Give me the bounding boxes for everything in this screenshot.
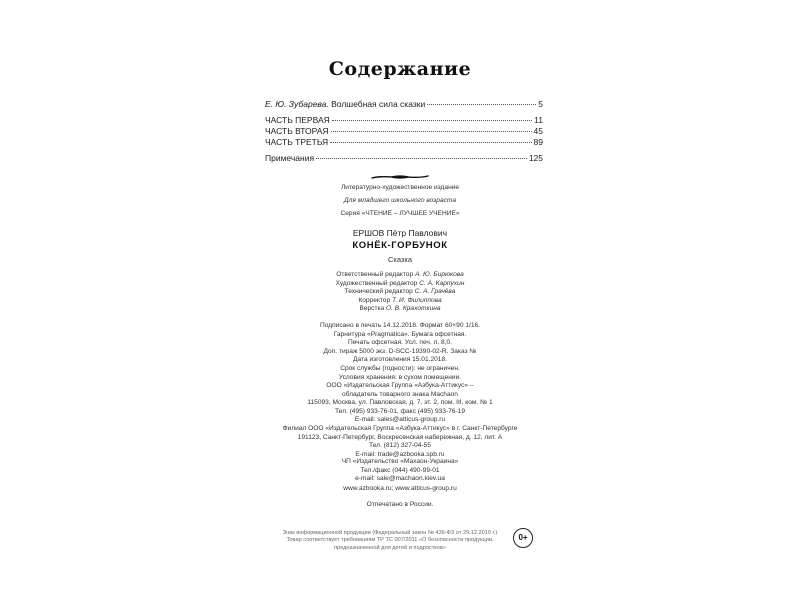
publisher-line: обладатель товарного знака Machaon: [342, 390, 458, 398]
age-rating-badge: 0+: [513, 528, 533, 548]
info-product-notice: [240, 530, 540, 552]
print-info-line: Гарнитура «Pragmatica». Бумага офсетная.: [333, 330, 467, 338]
ukraine-office-info: [200, 458, 600, 484]
branch-line: Тел. (812) 327-04-55: [369, 442, 431, 450]
toc-leader-dots: [330, 132, 531, 143]
book-author: ЕРШОВ Пётр Павлович: [352, 228, 448, 238]
edition-info: [200, 184, 600, 219]
publisher-line: Тел. (495) 933-76-01, факс (495) 933-76-19: [334, 407, 466, 415]
print-info: [200, 322, 600, 382]
ukraine-office-line: Тел./факс (044) 490-99-01: [360, 466, 440, 474]
book-genre: Сказка: [387, 255, 412, 264]
edition-series: Серия «ЧТЕНИЕ – ЛУЧШЕЕ УЧЕНИЕ»: [340, 210, 460, 218]
table-of-contents: [265, 96, 543, 161]
toc-leader-dots: [331, 121, 532, 132]
editors-list: [200, 271, 600, 314]
footer-line: предназначенной для детей и подростков»: [334, 544, 446, 551]
publisher-email: E-mail: sales@atticus-group.ru: [354, 416, 446, 424]
edition-audience: Для младшего школьного возраста: [343, 196, 457, 204]
editor-credit: Художественный редактор С. А. Карпухин: [335, 279, 465, 287]
footer-line: Знак информационной продукции (Федеральный закон № 436-ФЗ от 29.12.2010 г.): [282, 530, 498, 536]
toc-entry-label: Е. Ю. Зубарева. Волшебная сила сказки: [265, 99, 426, 109]
print-info-line: Доп. тираж 5000 экз. D-SCC-19390-02-R. Заказ №: [323, 347, 477, 355]
branch-line: Филиал ООО «Издательская Группа «Азбука-Аттикус» в г. Санкт-Петербурге: [282, 425, 518, 432]
print-info-line: Дата изготовления 15.01.2018.: [353, 356, 447, 364]
toc-entry-page: 11: [534, 115, 543, 125]
editor-credit: Технический редактор С. А. Грачёва: [344, 288, 456, 296]
toc-entry-label: ЧАСТЬ ТРЕТЬЯ: [265, 137, 329, 147]
ukraine-office-email: e-mail: sale@machaon.kiev.ua: [355, 475, 445, 483]
branch-info: [200, 425, 600, 459]
toc-leader-dots: [427, 94, 536, 105]
branch-line: 191123, Санкт-Петербург, Воскресенская набережная, д. 12, лит. А: [297, 433, 503, 441]
toc-entry[interactable]: [265, 150, 543, 161]
ornament-divider-icon: [370, 172, 430, 182]
print-info-line: Условия хранения: в сухом помещении.: [338, 373, 462, 381]
publisher-info: [200, 382, 600, 425]
publisher-line: ООО «Издательская Группа «Азбука-Аттикус» –: [326, 382, 474, 389]
toc-entry-page: 5: [538, 99, 543, 109]
toc-leader-dots: [316, 148, 527, 159]
print-info-line: Срок службы (годности): не ограничен.: [340, 364, 460, 372]
print-info-line: Подписано в печать 14.12.2018. Формат 60×90 1/16.: [319, 322, 480, 329]
toc-entry-author: Е. Ю. Зубарева.: [265, 99, 329, 109]
publisher-line: 115093, Москва, ул. Павловская, д. 7, эт. 2, пом. III, ком. № 1: [307, 399, 493, 407]
toc-entry-page: 89: [533, 137, 543, 147]
editor-credit: Верстка О. В. Крахоткина: [359, 305, 441, 313]
book-title: КОНЁК-ГОРБУНОК: [352, 240, 448, 251]
contents-title: Содержание: [328, 58, 472, 80]
toc-entry-page: 125: [528, 153, 543, 163]
toc-entry-label: Примечания: [265, 153, 315, 163]
toc-entry-page: 45: [533, 126, 543, 136]
editor-credit: Корректор Т. И. Филиппова: [358, 296, 442, 304]
toc-entry-label: ЧАСТЬ ВТОРАЯ: [265, 126, 329, 136]
printed-in: Отпечатано в России.: [366, 501, 434, 508]
toc-leader-dots: [332, 110, 532, 121]
editor-credit: Ответственный редактор А. Ю. Бирюкова: [336, 271, 464, 278]
footer-line: Товар соответствует требованиям ТР ТС 007/2011 «О безопасности продукции,: [286, 537, 494, 544]
ukraine-office-line: ЧП «Издательство «Махаон-Украина»: [341, 458, 459, 465]
print-info-line: Печать офсетная. Усл. печ. л. 8,0.: [347, 339, 452, 347]
toc-entry[interactable]: [265, 96, 543, 107]
toc-entry-label: ЧАСТЬ ПЕРВАЯ: [265, 115, 330, 125]
branch-email: E-mail: trade@azbooka.spb.ru: [355, 450, 445, 458]
websites[interactable]: www.azbooka.ru; www.atticus-group.ru: [343, 485, 457, 492]
edition-kind: Литературно-художественное издание: [340, 184, 460, 191]
